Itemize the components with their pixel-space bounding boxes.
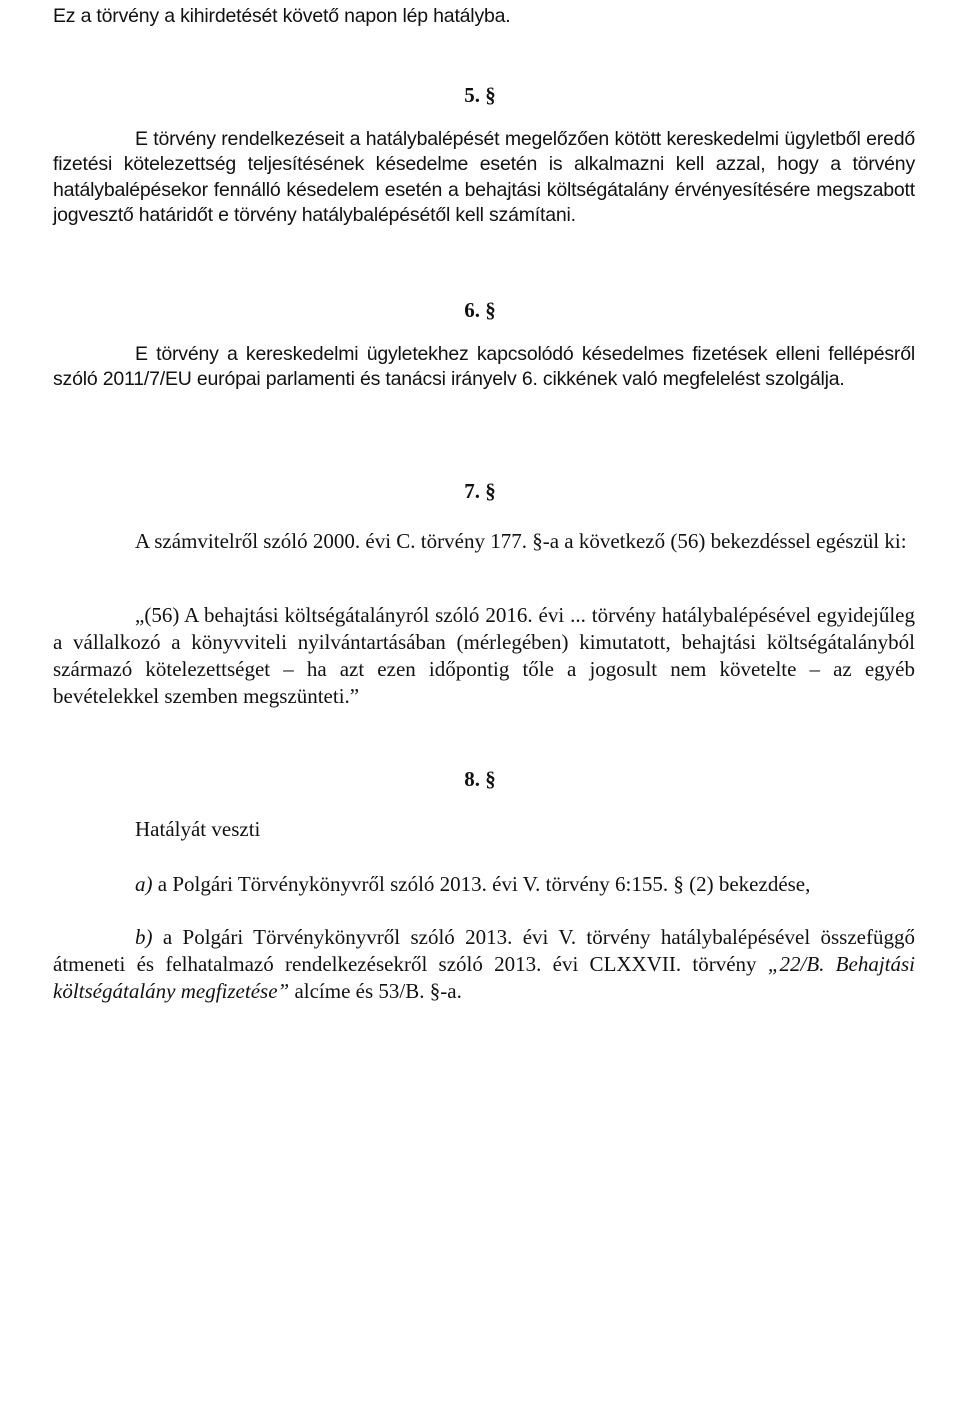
section-8-heading: 8. § bbox=[464, 767, 496, 791]
section-5-text: E törvény rendelkezéseit a hatálybalépését megelőzően kötött kereskedelmi ügyletből eredő fizetési kötelezettség teljesítésének késedelme esetén is alkalmazni kell azzal, hogy a törvény hatálybalépésekor fennálló késedelem esetén a behajtási költségátalány érvényesítésére megszabott jogvesztő határidőt e törvény hatálybalépésétől kell számítani. bbox=[53, 128, 915, 227]
section-8-item-b bbox=[53, 924, 915, 1005]
section-8-item-a bbox=[135, 871, 915, 898]
section-6-heading: 6. § bbox=[464, 298, 496, 322]
section-7-intro: A számvitelről szóló 2000. évi C. törvény 177. §-a a következő (56) bekezdéssel egészül ki: bbox=[135, 529, 907, 553]
item-a-label: a) bbox=[135, 872, 153, 896]
item-a-text: a Polgári Törvénykönyvről szóló 2013. évi V. törvény 6:155. § (2) bekezdése, bbox=[152, 872, 811, 896]
item-b-subtitle-ref: „22/B. Behajtási költségátalány megfizetése” bbox=[53, 951, 915, 1003]
section-5-heading: 5. § bbox=[464, 83, 496, 107]
section-6-text: E törvény a kereskedelmi ügyletekhez kapcsolódó késedelmes fizetések elleni fellépésről szóló 2011/7/EU európai parlamenti és tanácsi irányelv 6. cikkének való megfelelést szolgálja. bbox=[53, 343, 915, 391]
section-7-heading: 7. § bbox=[464, 479, 496, 503]
effective-date-sentence: Ez a törvény a kihirdetését követő napon lép hatályba. bbox=[53, 5, 511, 27]
item-b-text-2: alcíme és 53/B. §-a. bbox=[289, 978, 462, 1003]
section-7-quoted-paragraph: „(56) A behajtási költségátalányról szóló 2016. évi ... törvény hatálybalépésével egyidejűleg a vállalkozó a könyvviteli nyilvántartásában (mérlegében) kimutatott, behajtási költségátalányból származó kötelezettséget – ha azt ezen időpontig tőle a jogosult nem követelte – az egyéb bevételekkel szemben megszünteti.” bbox=[53, 603, 915, 709]
item-b-text-1: a Polgári Törvénykönyvről szóló 2013. évi V. törvény hatálybalépésével összefüggő átmeneti és felhatalmazó rendelkezésekről szóló 2013. évi CLXXVII. törvény bbox=[53, 925, 915, 976]
item-b-label: b) bbox=[135, 925, 153, 949]
section-8-intro: Hatályát veszti bbox=[135, 817, 261, 841]
